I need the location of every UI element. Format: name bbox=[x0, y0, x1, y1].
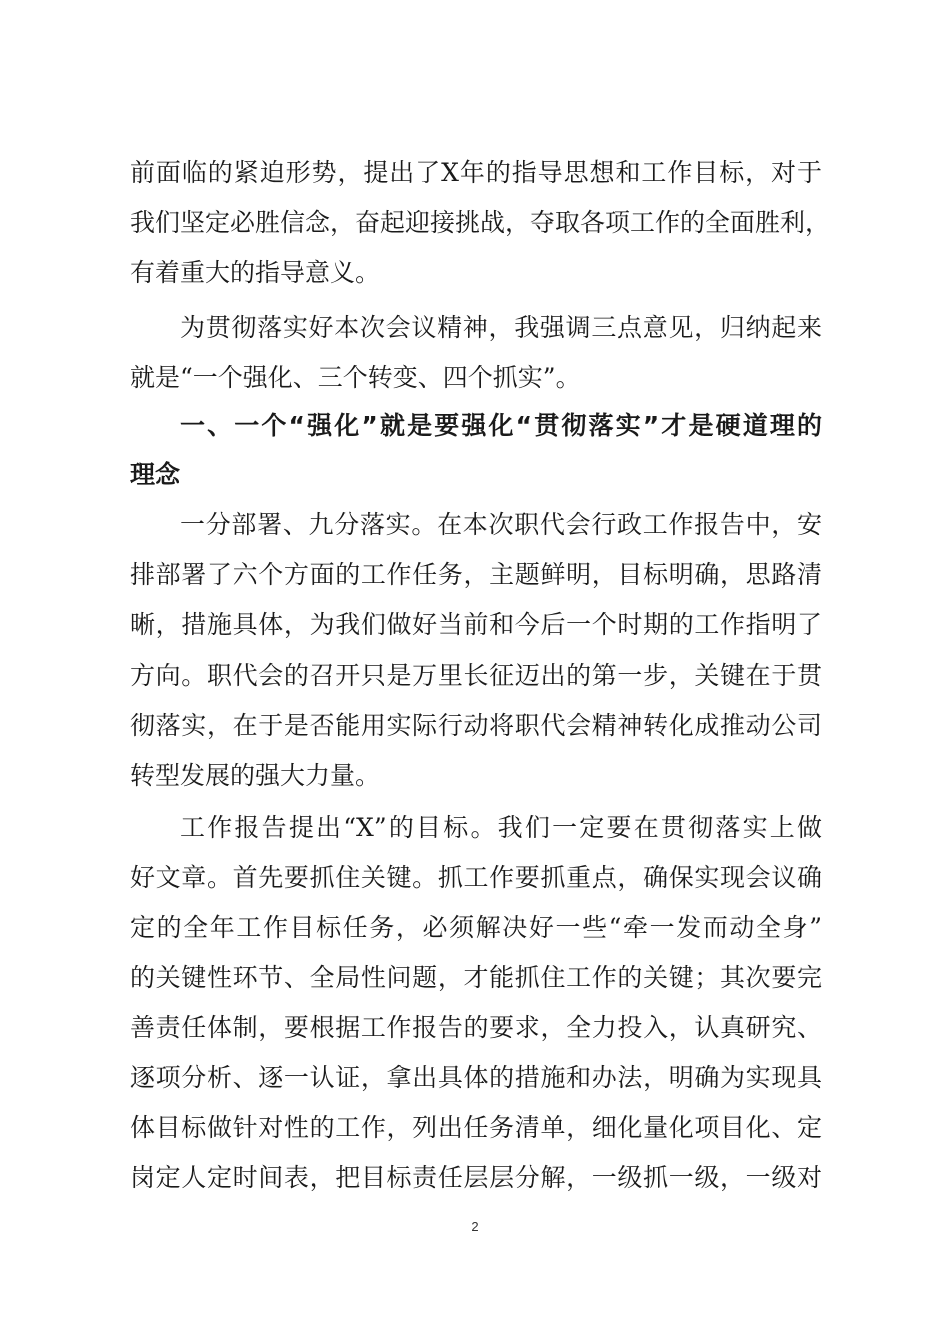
text-line: 定的全年工作目标任务，必须解决好一些“牵一发而动全身” bbox=[130, 913, 822, 942]
paragraph-first-line: 工作报告提出“X”的目标。我们一定要在贯彻落实上做 bbox=[180, 813, 822, 842]
text-line: 方向。职代会的召开只是万里长征迈出的第一步，关键在于贯 bbox=[130, 661, 822, 690]
text-line: 善责任体制，要根据工作报告的要求，全力投入，认真研究、 bbox=[130, 1013, 822, 1042]
text-line: 的关键性环节、全局性问题，才能抓住工作的关键；其次要完 bbox=[130, 963, 822, 992]
text-line: 我们坚定必胜信念，奋起迎接挑战，夺取各项工作的全面胜利， bbox=[130, 208, 831, 237]
text-line: 排部署了六个方面的工作任务，主题鲜明，目标明确，思路清 bbox=[130, 560, 822, 589]
text-line: 晰，措施具体，为我们做好当前和今后一个时期的工作指明了 bbox=[130, 610, 822, 639]
text-line: 岗定人定时间表，把目标责任层层分解，一级抓一级，一级对 bbox=[130, 1163, 822, 1192]
page-number: 2 bbox=[471, 1219, 479, 1234]
text-line: 就是“一个强化、三个转变、四个抓实”。 bbox=[130, 363, 581, 392]
text-line: 体目标做针对性的工作，列出任务清单，细化量化项目化、定 bbox=[130, 1113, 822, 1142]
text-line: 好文章。首先要抓住关键。抓工作要抓重点，确保实现会议确 bbox=[130, 863, 822, 892]
section-heading: 一、一个“强化”就是要强化“贯彻落实”才是硬道理的 bbox=[180, 411, 822, 440]
paragraph-first-line: 一分部署、九分落实。在本次职代会行政工作报告中，安 bbox=[180, 510, 822, 539]
section-heading-continued: 理念 bbox=[130, 460, 181, 489]
paragraph-first-line: 为贯彻落实好本次会议精神，我强调三点意见，归纳起来 bbox=[180, 313, 822, 342]
text-line: 转型发展的强大力量。 bbox=[130, 761, 381, 790]
text-line: 前面临的紧迫形势，提出了X年的指导思想和工作目标，对于 bbox=[130, 158, 822, 187]
text-line: 逐项分析、逐一认证，拿出具体的措施和办法，明确为实现具 bbox=[130, 1063, 822, 1092]
text-line: 有着重大的指导意义。 bbox=[130, 258, 381, 287]
text-line: 彻落实，在于是否能用实际行动将职代会精神转化成推动公司 bbox=[130, 711, 822, 740]
